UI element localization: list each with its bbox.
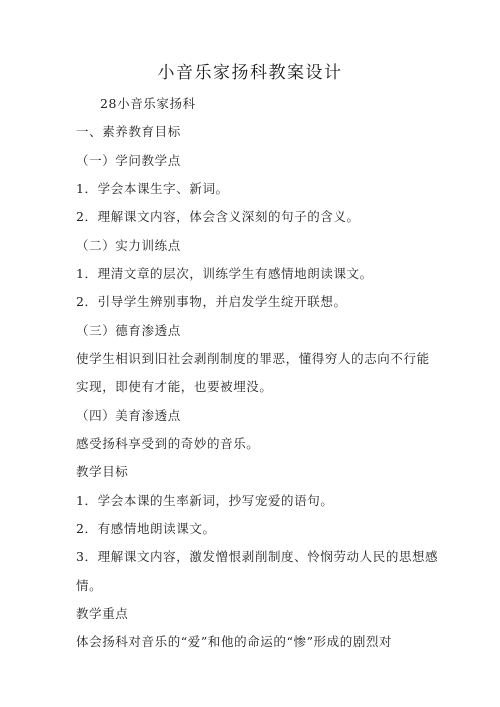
subsection-heading: （二）实力训练点 <box>76 238 181 253</box>
paragraph-line: 使学生相识到旧社会剥削制度的罪恶，懂得穷人的志向不行能 <box>76 351 430 366</box>
paragraph-line: 感受扬科享受到的奇妙的音乐。 <box>76 436 260 451</box>
section-heading: 教学重点 <box>76 606 129 621</box>
list-item: 2．理解课文内容，体会含义深刻的句子的含义。 <box>76 209 360 224</box>
paragraph-line: 情。 <box>76 578 103 593</box>
subsection-heading: （一）学问教学点 <box>76 153 181 168</box>
paragraph-line: 实现，即使有才能，也要被埋没。 <box>76 379 273 394</box>
lesson-heading: 28小音乐家扬科 <box>100 96 196 111</box>
list-item: 2．引导学生辨别事物，并启发学生绽开联想。 <box>76 294 347 309</box>
list-item: 2．有感情地朗读课文。 <box>76 521 216 536</box>
subsection-heading: （三）德育渗透点 <box>76 323 181 338</box>
paragraph-line: 体会扬科对音乐的“爱”和他的命运的“惨”形成的剧烈对 <box>76 634 393 649</box>
list-item: 1．理清文章的层次，训练学生有感情地朗读课文。 <box>76 266 373 281</box>
section-heading: 教学目标 <box>76 464 129 479</box>
list-item: 1．学会本课的生率新词，抄写宠爱的语句。 <box>76 493 334 508</box>
document-title: 小音乐家扬科教案设计 <box>157 63 343 83</box>
list-item: 1．学会本课生字、新词。 <box>76 181 229 196</box>
section-heading: 一、素养教育目标 <box>76 124 181 139</box>
subsection-heading: （四）美育渗透点 <box>76 408 181 423</box>
list-item: 3．理解课文内容，激发憎恨剥削制度、怜悯劳动人民的思想感 <box>76 549 439 564</box>
